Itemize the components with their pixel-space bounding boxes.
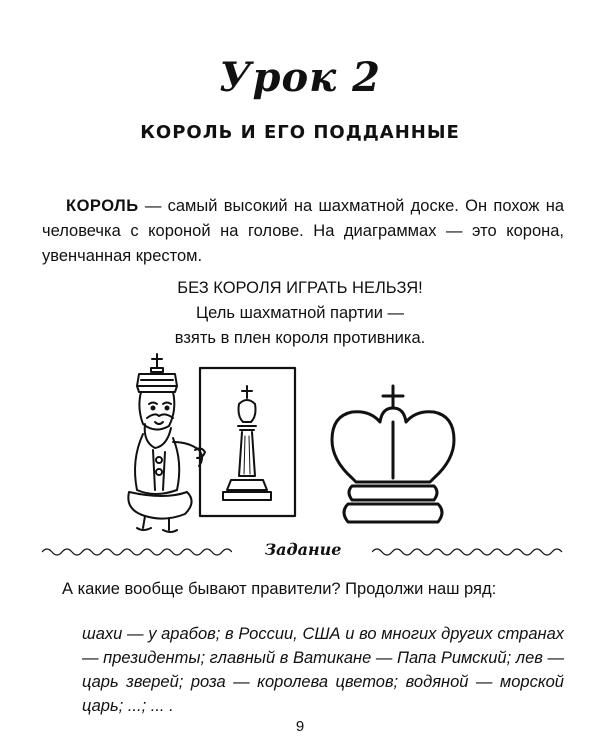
intro-text: — самый высокий на шахматной доске. Он похож на человечка с короной на голове. На диаграммах — это корона, увенчанная крестом. [42,197,564,265]
intro-term: КОРОЛЬ [66,197,139,215]
task-label: Задание [264,540,342,559]
king-character-illustration [125,350,300,535]
task-question [42,578,564,600]
page-number: 9 [295,718,305,735]
rule-line-1: Цель шахматной партии — [195,304,405,322]
rule-line-2: взять в плен короля противника. [174,329,426,347]
rule-headline: БЕЗ КОРОЛЯ ИГРАТЬ НЕЛЬЗЯ! [177,279,423,297]
wave-divider-right-icon [372,546,564,558]
intro-paragraph [42,194,564,269]
lesson-subtitle: КОРОЛЬ И ЕГО ПОДДАННЫЕ [140,122,460,143]
task-divider [42,538,564,566]
rule-block [0,276,600,351]
illustrations [0,350,600,540]
task-answer: шахи — у арабов; в России, США и во многих других странах — президенты; главный в Ватикане — Папа Римский; лев — царь зверей; роза — королева цветов; водяной — морской царь; ...; ... . [82,625,564,715]
lesson-title: Урок 2 [219,54,381,101]
task-question-text: А какие вообще бывают правители? Продолжи наш ряд: [62,580,497,598]
king-crown-diagram-icon [322,382,464,527]
